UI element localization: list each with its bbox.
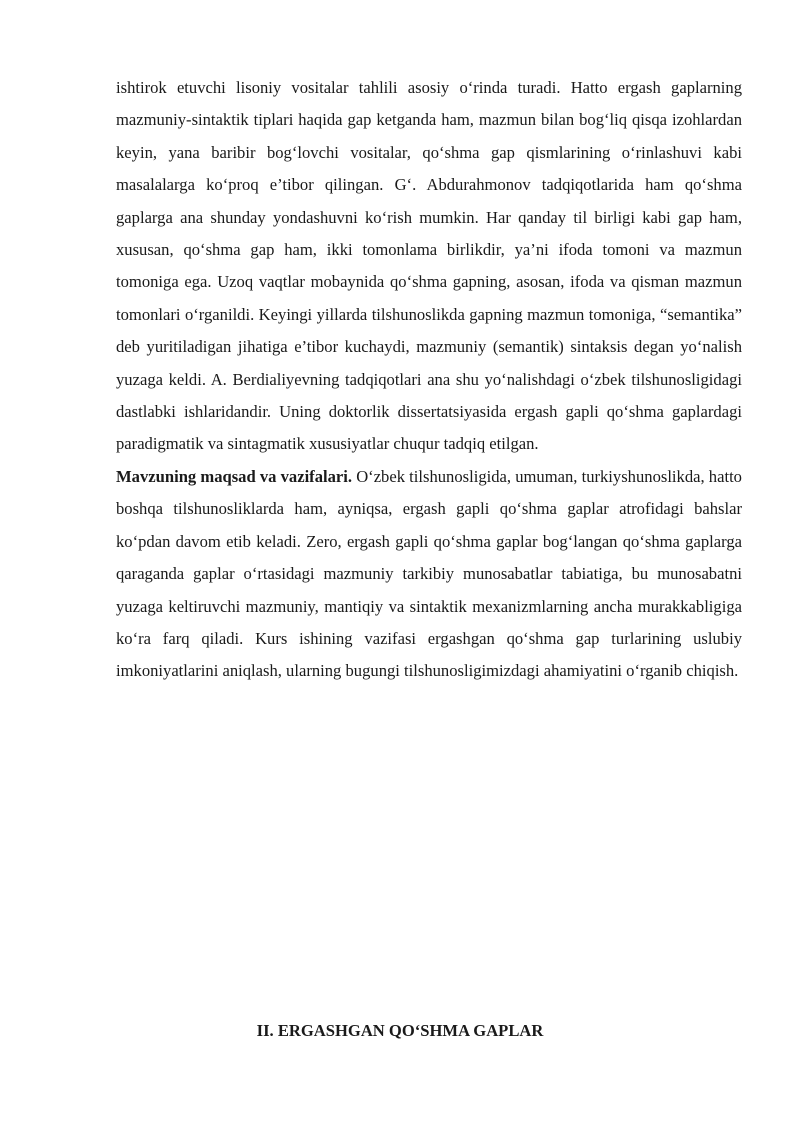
goals-text: O‘zbek tilshunosligida, umuman, turkiyshunoslikda, hatto boshqa tilshunosliklarda ham, ayniqsa, ergash gapli qo‘shma gaplar atrofidagi bahslar ko‘pdan davom etib keladi. Zero, ergash gapli qo‘shma gaplar bog‘langan qo‘shma gaplarga qaraganda gaplar o‘rtasidagi mazmuniy tarkibiy munosabatlar tabiatiga, bu munosabatni yuzaga keltiruvchi mazmuniy, mantiqiy va sintaktik mexanizmlarning ancha murakkabligiga ko‘ra farq qiladi. Kurs ishining vazifasi ergashgan qo‘shma gap turlarining uslubiy imkoniyatlarini aniqlash, ularning bugungi tilshunosligimizdagi ahamiyatini o‘rganib chiqish. [116,466,742,681]
document-body [116,72,742,688]
paragraph-goals [116,461,742,688]
section-heading: II. ERGASHGAN QO‘SHMA GAPLAR [256,1021,544,1040]
goals-lead-heading: Mavzuning maqsad va vazifalari. [116,466,353,486]
paragraph-intro: ishtirok etuvchi lisoniy vositalar tahlili asosiy o‘rinda turadi. Hatto ergash gaplarning mazmuniy-sintaktik tiplari haqida gap ketganda ham, mazmun bilan bog‘liq qisqa izohlardan keyin, yana baribir bog‘lovchi vositalar, qo‘shma gap qismlarining o‘rinlashuvi kabi masalalarga ko‘proq e’tibor qilingan. G‘. Abdurahmonov tadqiqotlarida ham qo‘shma gaplarga ana shunday yondashuvni ko‘rish mumkin. Har qanday til birligi kabi gap ham, xususan, qo‘shma gap ham, ikki tomonlama birlikdir, ya’ni ifoda tomoni va mazmun tomoniga ega. Uzoq vaqtlar mobaynida qo‘shma gapning, asosan, ifoda va qisman mazmun tomonlari o‘rganildi. Keyingi yillarda tilshunoslikda gapning mazmun tomoniga, “semantika” deb yuritiladigan jihatiga e’tibor kuchaydi, mazmuniy (semantik) sintaksis degan yo‘nalish yuzaga keldi. A. Berdialiyevning tadqiqotlari ana shu yo‘nalishdagi o‘zbek tilshunosligidagi dastlabki ishlaridandir. Uning doktorlik dissertatsiyasida ergash gapli qo‘shma gaplardagi paradigmatik va sintagmatik xususiyatlar chuqur tadqiq etilgan. [116,78,742,454]
